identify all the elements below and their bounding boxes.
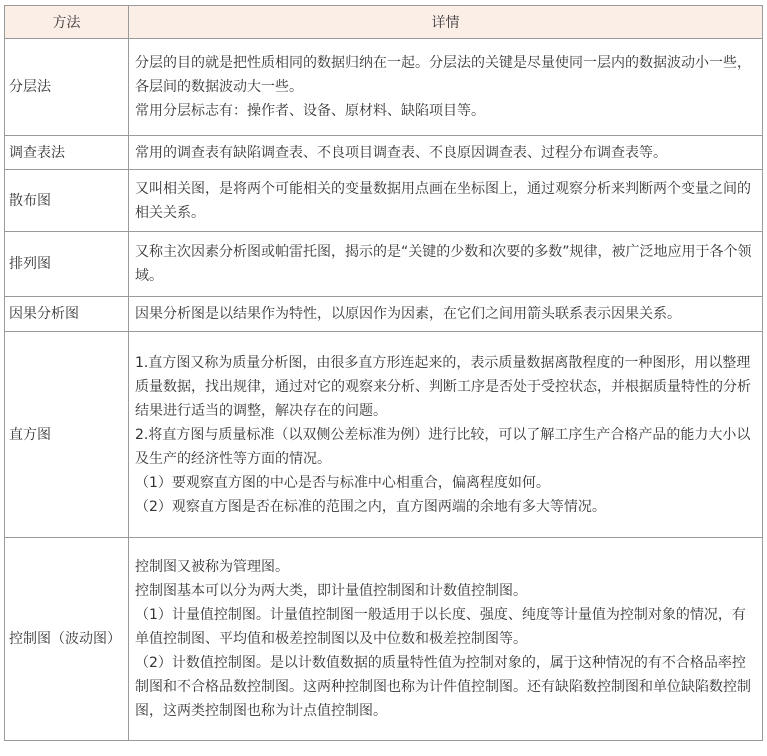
- detail-cell: [129, 332, 763, 538]
- detail-line: 2.将直方图与质量标准（以双侧公差标准为例）进行比较，可以了解工序生产合格产品的能力大小以及生产的经济性等方面的情况。: [135, 426, 751, 467]
- table-header-row: [5, 6, 763, 39]
- method-cell: 因果分析图: [5, 297, 129, 332]
- method-cell: 分层法: [5, 39, 129, 136]
- table-row: [5, 332, 763, 538]
- table-row: [5, 232, 763, 297]
- quality-methods-table-container: [4, 5, 762, 741]
- detail-line: （2）观察直方图是否在标准的范围之内，直方图两端的余地有多大等情况。: [135, 498, 606, 515]
- detail-line: 分层的目的就是把性质相同的数据归纳在一起。分层法的关键是尽量使同一层内的数据波动小一些，各层间的数据波动大一些。: [135, 55, 751, 95]
- method-cell: 散布图: [5, 170, 129, 232]
- header-detail: 详情: [129, 6, 763, 39]
- detail-cell: [129, 39, 763, 136]
- table-row: [5, 297, 763, 332]
- detail-line: 控制图基本可以分为两大类，即计量值控制图和计数值控制图。: [135, 583, 527, 599]
- table-row: [5, 39, 763, 136]
- detail-cell: [129, 538, 763, 741]
- detail-line: （2）计数值控制图。是以计数值数据的质量特性值为控制对象的，属于这种情况的有不合格品率控制图和不合格品数控制图。这两种控制图也称为计件值控制图。还有缺陷数控制图和单位缺陷数控制图，这两类控制图也称为计点值控制图。: [135, 655, 751, 719]
- method-cell: 控制图（波动图）: [5, 538, 129, 741]
- detail-line: 又称主次因素分析图或帕雷托图，揭示的是“关键的少数和次要的多数”规律，被广泛地应用于各个领域。: [135, 244, 752, 284]
- detail-cell: [129, 170, 763, 232]
- detail-cell: [129, 232, 763, 297]
- detail-line: 1.直方图又称为质量分析图，由很多直方形连起来的，表示质量数据离散程度的一种图形，用以整理质量数据，找出规律，通过对它的观察来分析、判断工序是否处于受控状态，并根据质量特性的分析结果进行适当的调整，解决存在的问题。: [135, 354, 751, 419]
- quality-methods-table: [4, 5, 763, 741]
- detail-line: 常用的调查表有缺陷调查表、不良项目调查表、不良原因调查表、过程分布调查表等。: [135, 144, 667, 161]
- detail-line: 因果分析图是以结果作为特性，以原因作为因素，在它们之间用箭头联系表示因果关系。: [135, 306, 681, 322]
- table-row: [5, 136, 763, 170]
- method-cell: 调查表法: [5, 136, 129, 170]
- table-row: [5, 170, 763, 232]
- table-row: [5, 538, 763, 741]
- detail-cell: [129, 297, 763, 332]
- detail-line: （1）计量值控制图。计量值控制图一般适用于以长度、强度、纯度等计量值为控制对象的情况，有单值控制图、平均值和极差控制图以及中位数和极差控制图等。: [135, 607, 746, 647]
- method-cell: 直方图: [5, 332, 129, 538]
- detail-line: 常用分层标志有：操作者、设备、原材料、缺陷项目等。: [135, 103, 485, 119]
- detail-line: 又叫相关图，是将两个可能相关的变量数据用点画在坐标图上，通过观察分析来判断两个变量之间的相关关系。: [135, 180, 751, 221]
- detail-line: （1）要观察直方图的中心是否与标准中心相重合，偏离程度如何。: [135, 474, 550, 491]
- method-cell: 排列图: [5, 232, 129, 297]
- detail-line: 控制图又被称为管理图。: [135, 559, 289, 575]
- header-method: 方法: [5, 6, 129, 39]
- detail-cell: [129, 136, 763, 170]
